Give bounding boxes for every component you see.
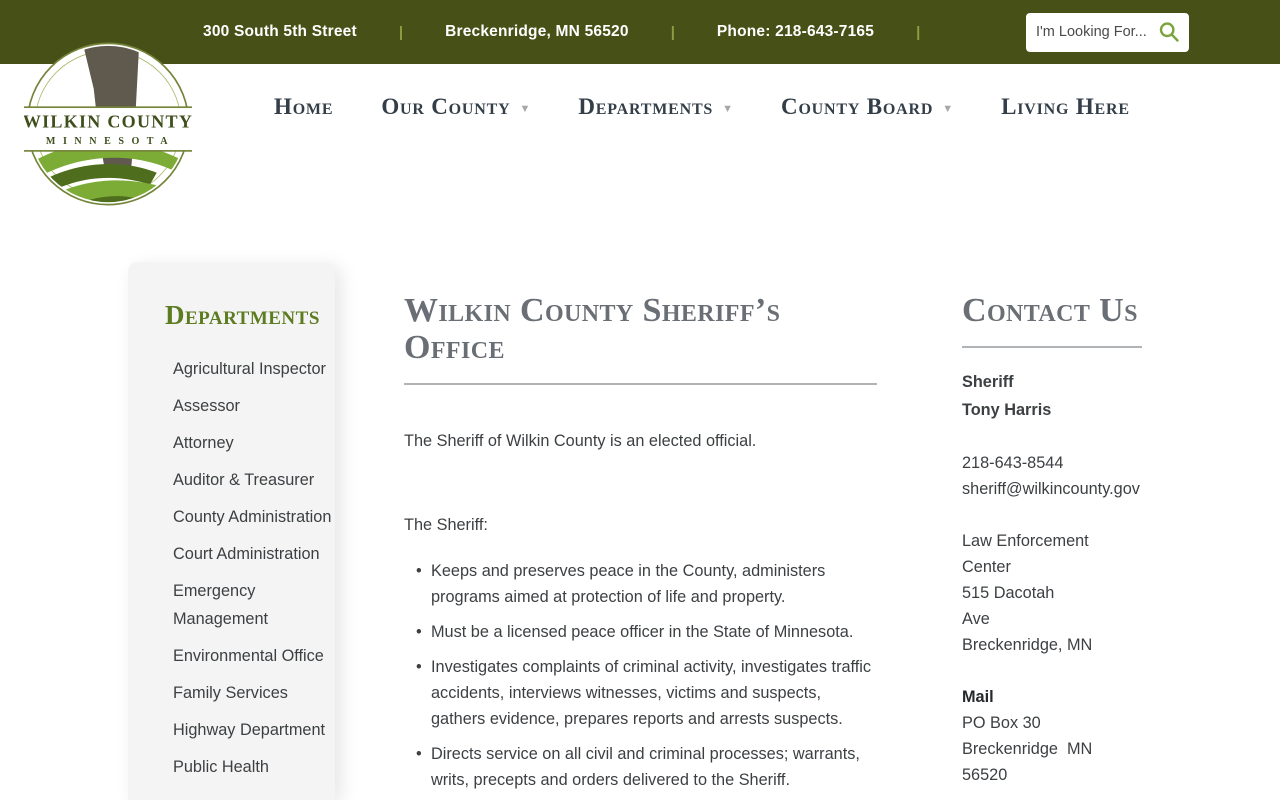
nav-item-label: Our County <box>381 94 511 119</box>
address-line: 515 Dacotah <box>962 584 1055 602</box>
address-line: Law Enforcement Center <box>962 532 1094 576</box>
sheriff-duty-bullet: • Must be a licensed peace officer in the State of Minnesota. <box>404 619 877 645</box>
nav-item-label: Living Here <box>1001 94 1130 119</box>
nav-item[interactable] <box>578 94 733 120</box>
sheriff-duty-bullet: • Keeps and preserves peace in the County, administers programs aimed at protection of life and property. <box>404 558 877 610</box>
contact-role: Sheriff <box>962 373 1014 391</box>
address-line: Breckenridge, MN <box>962 636 1093 654</box>
sheriff-office-article <box>404 292 877 800</box>
nav-item[interactable] <box>274 94 333 120</box>
sidebar-item[interactable]: Family Services <box>173 684 288 702</box>
county-logo[interactable] <box>24 40 192 208</box>
mail-address-line: Breckenridge MN 56520 <box>962 740 1097 784</box>
phone-number: Phone: 218-643-7165 <box>716 23 875 40</box>
nav-item[interactable] <box>381 94 530 120</box>
contact-section <box>962 292 1142 788</box>
main-nav <box>0 64 1280 150</box>
nav-item-label: County Board <box>781 94 934 119</box>
contact-title: Contact Us <box>962 292 1138 329</box>
nav-item-label: Home <box>274 94 334 119</box>
chevron-down-icon: ▼ <box>519 102 531 115</box>
sidebar-item[interactable]: Public Health <box>173 758 269 776</box>
sidebar-item[interactable]: Assessor <box>173 397 240 415</box>
content-area <box>0 150 1280 800</box>
contact-name: Tony Harris <box>962 401 1052 419</box>
page-title: Wilkin County Sheriff’s Office <box>404 292 781 366</box>
sidebar-item[interactable]: Emergency Management <box>173 582 269 628</box>
contact-divider <box>962 346 1142 348</box>
logo-state-name: M I N N E S O T A <box>45 136 171 148</box>
nav-item[interactable] <box>1001 94 1130 120</box>
address-line: Ave <box>962 610 990 628</box>
nav-item[interactable] <box>781 94 953 120</box>
topbar <box>0 0 1280 64</box>
title-divider <box>404 383 877 385</box>
sidebar-item[interactable]: Court Administration <box>173 545 320 563</box>
chevron-down-icon: ▼ <box>942 102 954 115</box>
sheriff-duty-bullet: • Directs service on all civil and criminal processes; warrants, writs, precepts and orders delivered to the Sheriff. <box>404 741 877 793</box>
search-icon[interactable] <box>1157 20 1181 44</box>
city-state-zip: Breckenridge, MN 56520 <box>445 23 629 40</box>
chevron-down-icon: ▼ <box>722 102 734 115</box>
contact-email-link[interactable]: sheriff@wilkincounty.gov <box>962 480 1140 498</box>
sheriff-subheading: The Sheriff: <box>404 516 488 534</box>
street-address: 300 South 5th Street <box>203 23 357 40</box>
intro-paragraph: The Sheriff of Wilkin County is an elected official. <box>404 432 757 450</box>
nav-item-label: Departments <box>578 94 714 119</box>
sidebar-item[interactable]: Highway Department <box>173 721 326 739</box>
separator: | <box>916 23 921 41</box>
sheriff-duty-bullet: • Investigates complaints of criminal activity, investigates traffic accidents, interviews witnesses, victims and suspects, gathers evidence, prepares reports and arrests suspects. <box>404 654 877 732</box>
sidebar-item[interactable]: Agricultural Inspector <box>173 360 326 378</box>
sidebar-heading: Departments <box>165 300 320 330</box>
logo-county-name: WILKIN COUNTY <box>24 111 192 132</box>
search-box[interactable] <box>1026 13 1189 52</box>
mail-address-line: PO Box 30 <box>962 714 1041 732</box>
sidebar-item[interactable]: County Administration <box>173 508 332 526</box>
sidebar-item[interactable]: Attorney <box>173 434 234 452</box>
mail-label: Mail <box>962 688 994 706</box>
sidebar-item[interactable]: Environmental Office <box>173 647 324 665</box>
separator: | <box>398 23 404 41</box>
separator: | <box>670 23 675 41</box>
contact-phone: 218-643-8544 <box>962 454 1064 472</box>
departments-sidebar <box>128 262 335 800</box>
sidebar-item[interactable]: Auditor & Treasurer <box>173 471 315 489</box>
search-input[interactable] <box>1036 24 1146 40</box>
